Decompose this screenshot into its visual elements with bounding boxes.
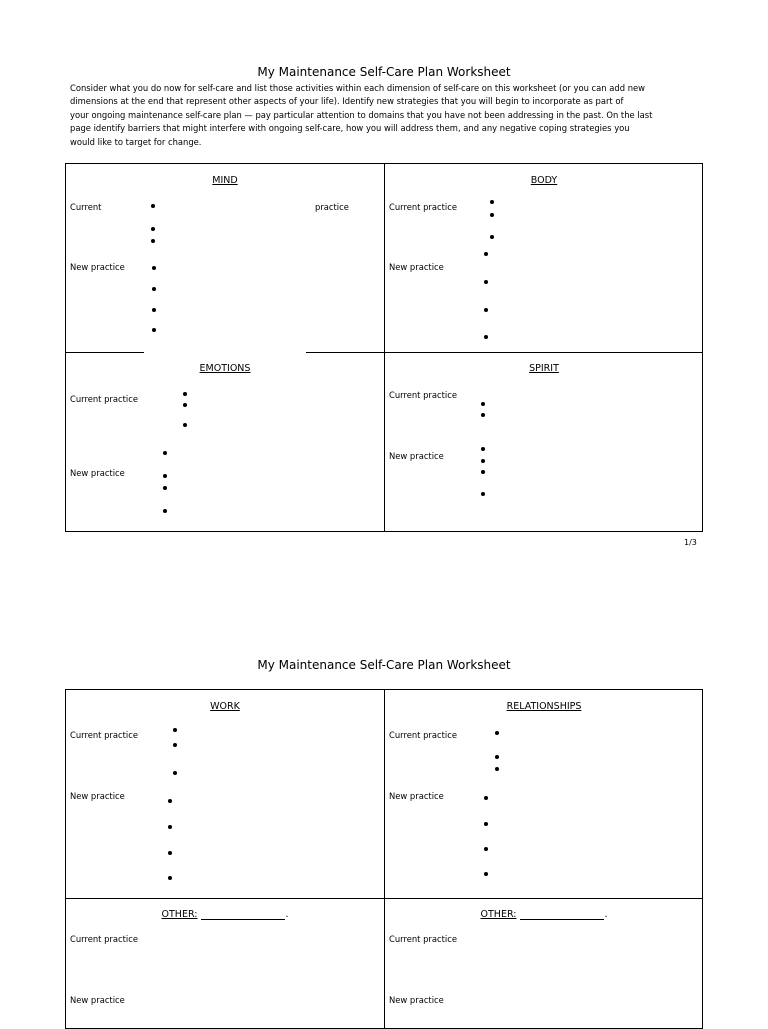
current-practice-label: Current practice [389,390,457,400]
bullet-point [173,743,177,747]
bullet-point [495,755,499,759]
new-practice-label: New practice [389,262,444,272]
new-practice-label: New practice [70,791,125,801]
new-practice-label: New practice [389,995,444,1005]
bullet-point [168,799,172,803]
new-practice-label: New practice [70,995,125,1005]
new-practice-label: New practice [70,468,125,478]
bullet-point [163,486,167,490]
current-practice-label: Current practice [70,394,138,404]
mind-heading: MIND [212,175,238,186]
current-practice-label-suffix: practice [315,202,349,212]
bullet-point [481,492,485,496]
bullet-point [490,235,494,239]
bullet-point [168,825,172,829]
new-practice-label: New practice [389,791,444,801]
bullet-point [490,213,494,217]
intro-paragraph [70,82,700,149]
bullet-point [481,413,485,417]
body-heading: BODY [530,175,558,186]
bullet-point [183,403,187,407]
bullet-point [495,767,499,771]
bullet-point [481,459,485,463]
current-practice-label: Current [70,202,102,212]
other-left-heading-text: OTHER: [161,909,198,920]
bullet-point [484,822,488,826]
relationships-heading: RELATIONSHIPS [506,701,582,712]
current-practice-label: Current practice [70,934,138,944]
other-right-heading-text: OTHER: [480,909,517,920]
work-cell [66,690,384,898]
page-number: 1/3 [684,538,697,547]
other-left-cell [66,899,384,1029]
bullet-point [490,200,494,204]
work-heading: WORK [210,701,240,712]
bullet-point [495,731,499,735]
bullet-point [173,728,177,732]
bullet-point [484,872,488,876]
mind-cell [66,164,384,352]
bullet-point [151,204,155,208]
bullet-point [168,876,172,880]
other-right-cell [385,899,703,1029]
worksheet-table-1 [65,163,703,532]
bullet-point [484,308,488,312]
other-left-heading-end: . [285,909,289,920]
spirit-cell [385,353,703,531]
current-practice-label: Current practice [389,934,457,944]
new-practice-label: New practice [70,262,125,272]
page-title: My Maintenance Self-Care Plan Worksheet [257,658,511,672]
new-practice-label: New practice [389,451,444,461]
bullet-point [481,402,485,406]
bullet-point [484,335,488,339]
worksheet-table-2 [65,689,703,1029]
bullet-point [151,239,155,243]
bullet-point [163,509,167,513]
bullet-point [152,308,156,312]
intro-line: would like to target for change. [70,136,202,147]
spirit-heading: SPIRIT [529,363,559,374]
body-cell [385,164,703,352]
bullet-point [183,423,187,427]
emotions-cell [66,353,384,531]
intro-line: page identify barriers that might interfere with ongoing self-care, how you will address them, and any negative coping strategies you [70,123,630,134]
bullet-point [152,328,156,332]
other-left-heading [66,909,384,920]
other-right-heading-end: . [604,909,608,920]
bullet-point [484,847,488,851]
other-right-blank-line [520,910,604,920]
relationships-cell [385,690,703,898]
bullet-point [163,451,167,455]
intro-line: Consider what you do now for self-care and list those activities within each dimension of self-care on this worksheet (or you can add new [70,83,646,93]
bullet-point [484,796,488,800]
bullet-point [484,280,488,284]
current-practice-label: Current practice [389,202,457,212]
other-right-heading [385,909,703,920]
page-title: My Maintenance Self-Care Plan Worksheet [257,65,511,79]
other-left-blank-line [201,910,285,920]
bullet-point [484,252,488,256]
intro-line: dimensions at the end that represent other aspects of your life). Identify new strategies that you will begin to incorporate as part of [70,96,624,107]
intro-line: your ongoing maintenance self-care plan — pay particular attention to domains that you have not been addressing in the past. On the last [70,109,653,120]
bullet-point [152,287,156,291]
current-practice-label: Current practice [70,730,138,740]
bullet-point [173,771,177,775]
bullet-point [183,392,187,396]
bullet-point [481,447,485,451]
bullet-point [168,851,172,855]
bullet-point [151,227,155,231]
current-practice-label: Current practice [389,730,457,740]
emotions-heading: EMOTIONS [199,363,251,374]
bullet-point [163,474,167,478]
bullet-point [152,266,156,270]
bullet-point [481,470,485,474]
